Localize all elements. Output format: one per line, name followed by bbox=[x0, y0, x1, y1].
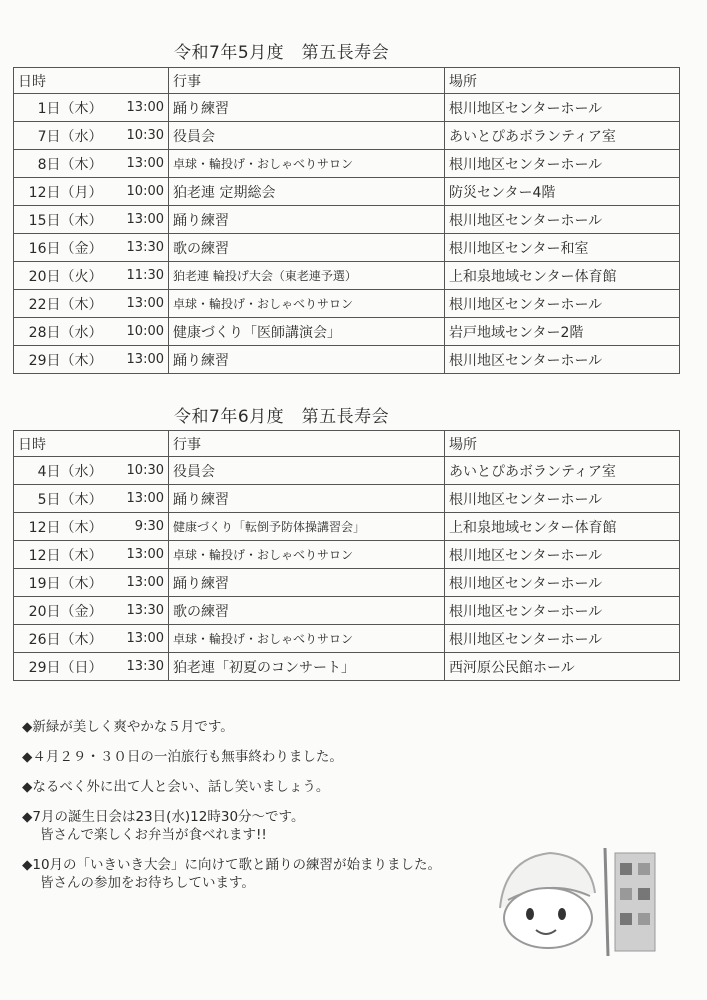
row-day: 12日（木） bbox=[14, 513, 107, 541]
table-row bbox=[14, 457, 680, 485]
note-text-sub: 皆さんで楽しくお弁当が食べれます!! bbox=[40, 827, 267, 843]
row-event: 卓球・輪投げ・おしゃべりサロン bbox=[169, 290, 445, 318]
flag-icon bbox=[605, 848, 655, 956]
row-place: 根川地区センター和室 bbox=[445, 234, 680, 262]
row-event: 狛老連 定期総会 bbox=[169, 178, 445, 206]
row-day: 19日（木） bbox=[14, 569, 107, 597]
header-time-blank bbox=[107, 68, 169, 94]
note-text-sub: 皆さんの参加をお待ちしています。 bbox=[40, 875, 255, 891]
row-place: 根川地区センターホール bbox=[445, 569, 680, 597]
table-row bbox=[14, 206, 680, 234]
row-event: 卓球・輪投げ・おしゃべりサロン bbox=[169, 625, 445, 653]
row-place: 根川地区センターホール bbox=[445, 625, 680, 653]
row-time: 9:30 bbox=[107, 513, 169, 541]
row-place: 根川地区センターホール bbox=[445, 485, 680, 513]
row-day: 15日（木） bbox=[14, 206, 107, 234]
table-row bbox=[14, 94, 680, 122]
row-place: 根川地区センターホール bbox=[445, 346, 680, 374]
row-place: 防災センター4階 bbox=[445, 178, 680, 206]
table-row bbox=[14, 485, 680, 513]
row-time: 10:30 bbox=[107, 122, 169, 150]
row-place: 岩戸地域センター2階 bbox=[445, 318, 680, 346]
row-place: 根川地区センターホール bbox=[445, 541, 680, 569]
table-row bbox=[14, 122, 680, 150]
note-text: ◆新緑が美しく爽やかな５月です。 bbox=[22, 719, 234, 735]
row-event: 狛老連「初夏のコンサート」 bbox=[169, 653, 445, 681]
row-time: 11:30 bbox=[107, 262, 169, 290]
note-text: ◆10月の「いきいき大会」に向けて歌と踊りの練習が始まりました。 bbox=[22, 857, 442, 873]
table-row bbox=[14, 290, 680, 318]
row-time: 13:00 bbox=[107, 94, 169, 122]
row-event: 狛老連 輪投げ大会（東老連予選） bbox=[169, 262, 445, 290]
row-place: 根川地区センターホール bbox=[445, 94, 680, 122]
row-day: 28日（水） bbox=[14, 318, 107, 346]
row-time: 10:00 bbox=[107, 318, 169, 346]
row-day: 26日（木） bbox=[14, 625, 107, 653]
row-event: 役員会 bbox=[169, 122, 445, 150]
row-place: 根川地区センターホール bbox=[445, 206, 680, 234]
row-day: 7日（水） bbox=[14, 122, 107, 150]
row-day: 20日（火） bbox=[14, 262, 107, 290]
header-date: 日時 bbox=[14, 431, 107, 457]
note-item bbox=[22, 856, 441, 892]
row-day: 5日（木） bbox=[14, 485, 107, 513]
row-day: 29日（木） bbox=[14, 346, 107, 374]
note-text: ◆４月２９・３０日の一泊旅行も無事終わりました。 bbox=[22, 749, 343, 765]
row-event: 歌の練習 bbox=[169, 597, 445, 625]
row-day: 1日（木） bbox=[14, 94, 107, 122]
row-day: 12日（木） bbox=[14, 541, 107, 569]
row-time: 13:00 bbox=[107, 206, 169, 234]
row-time: 10:00 bbox=[107, 178, 169, 206]
row-day: 29日（日） bbox=[14, 653, 107, 681]
row-place: 根川地区センターホール bbox=[445, 597, 680, 625]
row-event: 歌の練習 bbox=[169, 234, 445, 262]
header-time-blank bbox=[107, 431, 169, 457]
row-time: 13:00 bbox=[107, 569, 169, 597]
table-row bbox=[14, 513, 680, 541]
row-event: 踊り練習 bbox=[169, 94, 445, 122]
schedule-table-may bbox=[13, 67, 680, 374]
table-row bbox=[14, 318, 680, 346]
row-time: 13:30 bbox=[107, 653, 169, 681]
row-time: 13:00 bbox=[107, 541, 169, 569]
notes-list bbox=[22, 718, 441, 904]
row-time: 13:00 bbox=[107, 150, 169, 178]
table-row bbox=[14, 234, 680, 262]
row-day: 16日（金） bbox=[14, 234, 107, 262]
table-row bbox=[14, 262, 680, 290]
row-day: 8日（木） bbox=[14, 150, 107, 178]
note-text: ◆なるべく外に出て人と会い、話し笑いましょう。 bbox=[22, 779, 330, 795]
row-time: 13:00 bbox=[107, 625, 169, 653]
row-day: 12日（月） bbox=[14, 178, 107, 206]
row-event: 踊り練習 bbox=[169, 485, 445, 513]
table-row bbox=[14, 346, 680, 374]
row-place: あいとぴあボランティア室 bbox=[445, 122, 680, 150]
row-event: 卓球・輪投げ・おしゃべりサロン bbox=[169, 541, 445, 569]
row-time: 13:00 bbox=[107, 346, 169, 374]
face-icon bbox=[500, 853, 595, 948]
section-title-may: 令和7年5月度 第五長寿会 bbox=[174, 43, 390, 63]
table-row bbox=[14, 625, 680, 653]
note-item bbox=[22, 718, 441, 736]
row-place: 根川地区センターホール bbox=[445, 150, 680, 178]
table-row bbox=[14, 653, 680, 681]
table-row bbox=[14, 541, 680, 569]
row-time: 13:00 bbox=[107, 290, 169, 318]
note-item bbox=[22, 778, 441, 796]
row-event: 卓球・輪投げ・おしゃべりサロン bbox=[169, 150, 445, 178]
row-time: 10:30 bbox=[107, 457, 169, 485]
header-date: 日時 bbox=[14, 68, 107, 94]
row-place: 西河原公民館ホール bbox=[445, 653, 680, 681]
table-row bbox=[14, 150, 680, 178]
header-event: 行事 bbox=[169, 68, 445, 94]
row-time: 13:00 bbox=[107, 485, 169, 513]
table-row bbox=[14, 178, 680, 206]
row-event: 健康づくり「医師講演会」 bbox=[169, 318, 445, 346]
row-place: 上和泉地域センター体育館 bbox=[445, 262, 680, 290]
header-event: 行事 bbox=[169, 431, 445, 457]
row-event: 踊り練習 bbox=[169, 346, 445, 374]
row-time: 13:30 bbox=[107, 234, 169, 262]
table-header-row bbox=[14, 68, 680, 94]
note-item bbox=[22, 808, 441, 844]
table-row bbox=[14, 597, 680, 625]
row-event: 踊り練習 bbox=[169, 569, 445, 597]
row-place: あいとぴあボランティア室 bbox=[445, 457, 680, 485]
header-place: 場所 bbox=[445, 68, 680, 94]
table-row bbox=[14, 569, 680, 597]
note-text: ◆7月の誕生日会は23日(水)12時30分～です。 bbox=[22, 809, 305, 825]
schedule-table-june bbox=[13, 430, 680, 681]
row-time: 13:30 bbox=[107, 597, 169, 625]
table-header-row bbox=[14, 431, 680, 457]
row-event: 健康づくり「転倒予防体操講習会」 bbox=[169, 513, 445, 541]
row-place: 根川地区センターホール bbox=[445, 290, 680, 318]
header-place: 場所 bbox=[445, 431, 680, 457]
row-day: 20日（金） bbox=[14, 597, 107, 625]
row-day: 4日（水） bbox=[14, 457, 107, 485]
row-event: 踊り練習 bbox=[169, 206, 445, 234]
row-event: 役員会 bbox=[169, 457, 445, 485]
row-place: 上和泉地域センター体育館 bbox=[445, 513, 680, 541]
character-illustration bbox=[490, 838, 680, 958]
section-title-june: 令和7年6月度 第五長寿会 bbox=[174, 407, 390, 427]
note-item bbox=[22, 748, 441, 766]
row-day: 22日（木） bbox=[14, 290, 107, 318]
